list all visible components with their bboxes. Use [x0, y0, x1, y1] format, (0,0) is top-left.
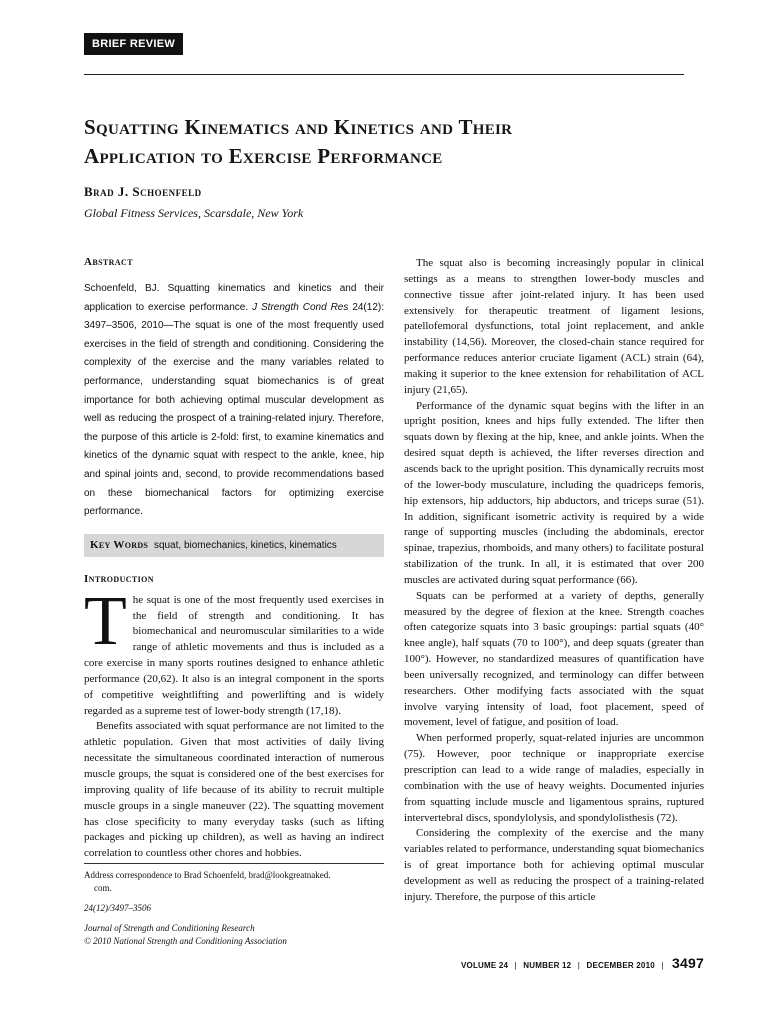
keywords-label: Key Words [90, 538, 149, 551]
footer-volume: VOLUME 24 [460, 961, 509, 970]
journal-name: Journal of Strength and Conditioning Research [84, 923, 255, 933]
footnote-rule [84, 863, 384, 864]
introduction-heading: Introduction [84, 572, 154, 585]
article-type-badge: BRIEF REVIEW [84, 33, 183, 55]
correspondence-line-2: com. [94, 883, 112, 893]
intro-paragraph-2: Benefits associated with squat performance are not limited to the athletic population. Given that most activities of daily living necessitate the simultaneous coordinated interaction of numerous muscle groups, the squat is considered one of the best exercises for improving quality of life because of its ability to recruit multiple muscle groups in a single maneuver (22). The squatting movement has close specificity to many everyday tasks (such as lifting packages and picking up children), as well as having an indirect correlation to countless other chores and hobbies. [84, 720, 384, 860]
body-paragraph-5: Considering the complexity of the exercise and the many variables related to performance, understanding squat biomechanics is of great importance both for achieving optimal muscular development as well as reducing the prospect of a training-related injury. Therefore, the purpose of this article [404, 827, 704, 903]
citation-pages: 24(12)/3497–3506 [84, 903, 151, 913]
footnote [84, 869, 384, 948]
body-paragraph-3: Squats can be performed at a variety of depths, generally measured by the degree of flexion at the knee. Strength coaches often categorize squats into 3 basic groupings: partial squats (40° knee angle), half squats (70 to 100°), and deep squats (greater than 100°). However, no standardized measures of quantification have been universally recognized, and terminology can differ between researchers. Other modifying facts associated with the squat involve varying intensity of load, foot placement, speed of movement, level of fatigue, and position of load. [404, 589, 704, 729]
page-footer [461, 955, 704, 971]
body-paragraph-4: When performed properly, squat-related injuries are uncommon (75). However, poor technique or inappropriate exercise prescription can lead to a wide range of maladies, especially in combination with the use of heavy weights. Documented injuries from squatting include muscle and ligamentous sprains, ruptured intervertebral discs, spondylolysis, and spondylolisthesis (72). [404, 732, 704, 824]
header-rule [84, 74, 684, 75]
title-line-2: Application to Exercise Performance [84, 144, 443, 168]
intro-paragraph-1 [84, 582, 384, 720]
correspondence-line-1: Address correspondence to Brad Schoenfeld, brad@lookgreatnaked. [84, 870, 331, 880]
body-paragraph-1: The squat also is becoming increasingly popular in clinical settings as a means to strengthen lower-body muscles and connective tissue after joint-related injury. It has been used extensively for therapeutic treatment of ligament lesions, patellofemoral dysfunctions, total joint replacement, and ankle instability (14,56). Moreover, the closed-chain stance required for performance reduces anterior cruciate ligament (ACL) strain (64), making it superior to the knee extension for rehabilitation of ACL injury (21,65). [404, 257, 704, 396]
abstract-heading: Abstract [84, 256, 133, 268]
abstract-citation-journal: J Strength Cond Res [252, 301, 349, 313]
article-title [84, 113, 704, 171]
author-name: Brad J. Schoenfeld [84, 184, 202, 199]
footer-separator: | [661, 961, 664, 970]
abstract-body: 24(12): 3497–3506, 2010—The squat is one of the most frequently used exercises in the field of strength and conditioning. Considering the complexity of the exercise and the many variables related to performance, understanding squat biomechanics is of great importance for both achieving optimal muscular development as well as reducing the prospect of a training-related injury. Therefore, the purpose of this article is 2-fold: first, to examine kinematics and kinetics of the dynamic squat with respect to the ankle, knee, hip and spinal joints and, second, to provide recommendations based on these biomechanical factors for optimizing exercise performance. [84, 301, 384, 518]
keywords-box [84, 534, 384, 557]
footer-date: DECEMBER 2010 [586, 961, 655, 970]
left-column [84, 256, 384, 862]
footer-separator: | [514, 961, 517, 970]
intro-paragraph-1-text: he squat is one of the most frequently used exercises in the field of strength and conditioning. It has biomechanical and neuromuscular similarities to a wide range of athletic movements and thus is included as a core exercise in many sports routines designed to enhance athletic performance (20,62). It also is an integral component in the sports of competitive weightlifting and powerlifting and is widely regarded as a supreme test of lower-body strength (17,18). [84, 593, 384, 717]
author-affiliation: Global Fitness Services, Scarsdale, New York [84, 206, 304, 220]
right-column [404, 256, 704, 906]
page-number: 3497 [672, 955, 704, 971]
copyright-notice: © 2010 National Strength and Conditioning Association [84, 936, 287, 946]
footer-number: NUMBER 12 [523, 961, 572, 970]
title-line-1: Squatting Kinematics and Kinetics and Their [84, 115, 513, 139]
abstract-citation-lead: Schoenfeld, BJ. Squatting kinematics and kinetics and their application to exercise performance. [84, 283, 384, 313]
keywords-text: squat, biomechanics, kinetics, kinematics [153, 539, 337, 551]
body-paragraph-2: Performance of the dynamic squat begins with the lifter in an upright position, knees and hips fully extended. The lifter then squats down by flexing at the hip, knee, and ankle joints. When the desired squat depth is achieved, the lifter reverses direction and ascends back to the upright position. This dynamically recruits most of the lower-body musculature, including the quadriceps femoris, hip extensors, hip adductors, hip abductors, and triceps surae (51). In addition, significant isometric activity is required by a wide range of supporting muscles (including the abdominals, erector spinae, trapezius, rhomboids, and many others) to facilitate postural stabilization of the trunk. In all, it is estimated that over 200 muscles are activated during squat performance (66). [404, 399, 704, 586]
footer-separator: | [577, 961, 581, 970]
abstract-text [84, 280, 384, 522]
drop-cap: T [84, 582, 127, 660]
